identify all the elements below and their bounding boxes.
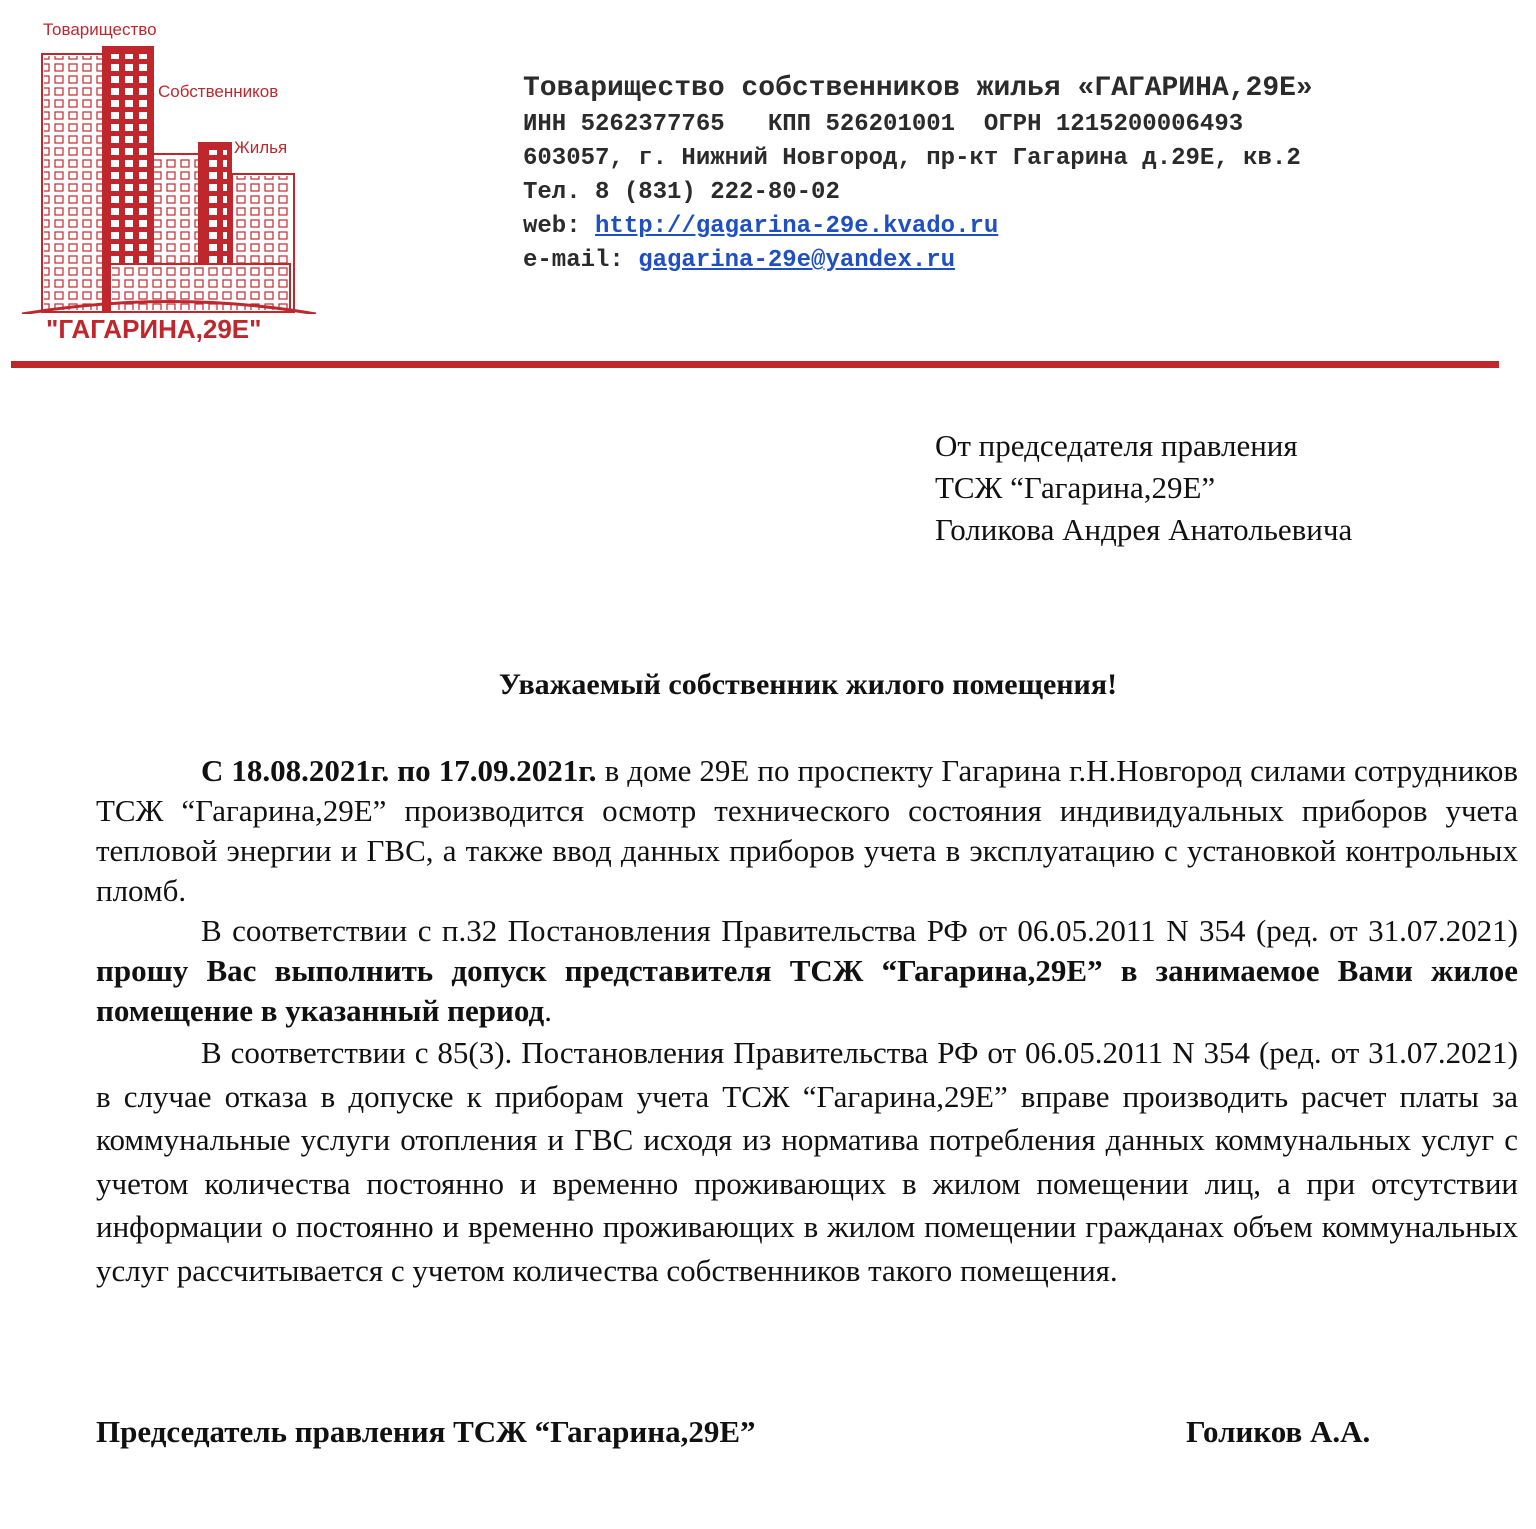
company-logo — [10, 14, 320, 354]
organization-ids: ИНН 5262377765 КПП 526201001 ОГРН 1215200006493 — [523, 111, 1244, 138]
paragraph-3 — [96, 1031, 1518, 1292]
organization-address: 603057, г. Нижний Новгород, пр-кт Гагарина д.29Е, кв.2 — [523, 145, 1301, 172]
paragraph-2 — [96, 911, 1518, 1031]
organization-phone: Тел. 8 (831) 222-80-02 — [523, 179, 840, 206]
sender-line-2: ТСЖ “Гагарина,29Е” — [935, 470, 1216, 505]
paragraph-1 — [96, 751, 1518, 911]
web-link[interactable]: http://gagarina-29e.kvado.ru — [595, 213, 999, 240]
header-divider — [11, 361, 1499, 368]
greeting-heading: Уважаемый собственник жилого помещения! — [498, 668, 1118, 701]
paragraph-3-text: В соответствии с 85(3). Постановления Правительства РФ от 06.05.2011 N 354 (ред. от 31.07.2021) в случае отказа в допуске к приборам учета ТСЖ “Гагарина,29Е” вправе производить расчет платы за коммунальные услуги отопления и ГВС исходя из норматива потребления данных коммунальных услуг с учетом количества постоянно и временно проживающих в жилом помещении лиц, а при отсутствии информации о постоянно и временно проживающих в жилом помещении гражданах объем коммунальных услуг рассчитывается с учетом количества собственников такого помещения. — [96, 1035, 1518, 1288]
signature-title: Председатель правления ТСЖ “Гагарина,29Е” — [96, 1414, 756, 1449]
paragraph-2-end: . — [544, 993, 552, 1028]
buildings-icon — [10, 14, 320, 314]
paragraph-2-text: В соответствии с п.32 Постановления Правительства РФ от 06.05.2011 N 354 (ред. от 31.07.2021) — [201, 913, 1518, 948]
organization-title: Товарищество собственников жилья «ГАГАРИНА,29Е» — [523, 73, 1313, 104]
paragraph-1-text: в доме 29Е по проспекту Гагарина г.Н.Новгород силами сотрудников ТСЖ “Гагарина,29Е” производится осмотр технического состояния индивидуальных приборов учета тепловой энергии и ГВС, а также ввод данных приборов учета в эксплуатацию с установкой контрольных пломб. — [96, 753, 1518, 908]
organization-web — [523, 210, 1313, 244]
email-link[interactable]: gagarina-29e@yandex.ru — [638, 247, 956, 274]
sender-block — [935, 425, 1352, 551]
sender-line-1: От председателя правления — [935, 428, 1298, 463]
logo-word-2: Собственников — [158, 82, 279, 101]
paragraph-2-request: прошу Вас выполнить допуск представителя ТСЖ “Гагарина,29Е” в занимаемое Вами жилое помещение в указанный период — [96, 953, 1518, 1028]
sender-line-3: Голикова Андрея Анатольевича — [935, 512, 1353, 547]
logo-word-1: Товарищество — [43, 20, 157, 39]
organization-email — [523, 244, 1313, 278]
signature-name: Голиков А.А. — [1186, 1414, 1371, 1449]
web-label: web: — [523, 213, 596, 240]
period-dates: С 18.08.2021г. по 17.09.2021г. — [201, 753, 597, 788]
logo-word-3: Жилья — [234, 138, 288, 157]
logo-name: "ГАГАРИНА,29Е" — [46, 314, 262, 344]
email-label: e-mail: — [523, 247, 639, 274]
organization-header — [523, 70, 1313, 278]
